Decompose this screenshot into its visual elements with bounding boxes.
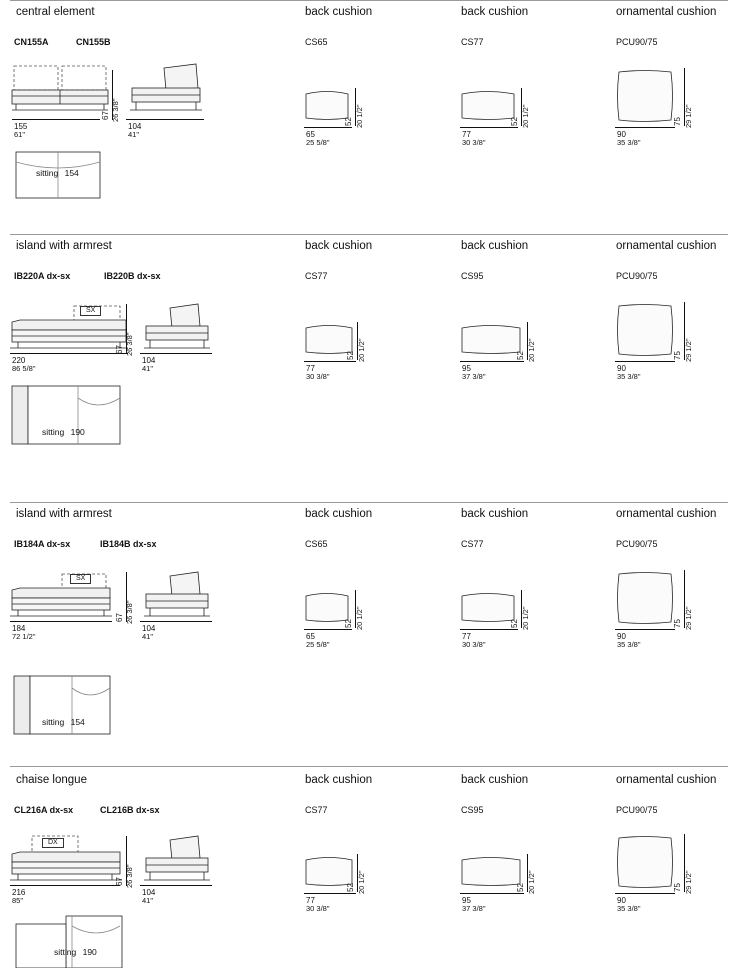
section-title: island with armrest: [16, 508, 112, 520]
front-width-label: 184 72 1/2": [12, 624, 36, 642]
cushion-height-label-3: 75: [673, 117, 682, 126]
section-divider: [10, 766, 728, 767]
cushion-title-3: ornamental cushion: [616, 240, 717, 252]
cushion-width-label-1: 77 30 3/8": [306, 364, 330, 382]
cushion-height-label-2: 52: [510, 619, 519, 628]
section-divider: [10, 0, 728, 1]
front-width-label: 155 61": [14, 122, 28, 140]
sitting-label: sitting 190: [42, 427, 85, 437]
cushion-height-inch-1: 20 1/2": [357, 870, 366, 894]
side-height-label: 67: [101, 111, 110, 120]
side-tag-badge: SX: [70, 574, 91, 584]
side-height-label: 67: [115, 613, 124, 622]
cushion-title-1: back cushion: [305, 240, 373, 252]
cushion-width-label-2: 77 30 3/8": [462, 632, 486, 650]
cushion-width-label-1: 65 25 5/8": [306, 632, 330, 650]
cushion-width-label-3: 90 35 3/8": [617, 130, 641, 148]
sitting-label: sitting 154: [36, 168, 79, 178]
width-dimension-line: [12, 119, 100, 120]
side-height-label-inch: 26 3/8": [125, 332, 134, 356]
cushion-width-line-3: [615, 629, 675, 630]
cushion-height-inch-3: 29 1/2": [684, 606, 693, 630]
side-depth-label: 104 41": [142, 624, 156, 642]
cushion-width-label-3: 90 35 3/8": [617, 632, 641, 650]
side-height-label-inch: 26 3/8": [111, 98, 120, 122]
front-width-label: 216 85": [12, 888, 26, 906]
product-code-b: CN155B: [76, 37, 111, 47]
width-dimension-line: [10, 353, 128, 354]
plan-view-drawing: [14, 914, 124, 968]
cushion-drawing-2: [460, 854, 522, 888]
section-divider: [10, 502, 728, 503]
side-elevation-drawing: [126, 62, 212, 120]
cushion-height-inch-1: 20 1/2": [355, 606, 364, 630]
cushion-title-2: back cushion: [461, 240, 529, 252]
cushion-code-2: CS95: [461, 805, 484, 815]
cushion-code-1: CS77: [305, 271, 328, 281]
cushion-height-label-3: 75: [673, 351, 682, 360]
depth-dimension-line: [140, 885, 212, 886]
cushion-title-3: ornamental cushion: [616, 774, 717, 786]
cushion-drawing-3: [615, 68, 675, 124]
cushion-width-line-2: [460, 127, 518, 128]
cushion-height-inch-2: 20 1/2": [527, 870, 536, 894]
cushion-width-line-1: [304, 361, 356, 362]
product-code-b: IB184B dx-sx: [100, 539, 157, 549]
cushion-drawing-2: [460, 590, 516, 624]
product-code-a: IB220A dx-sx: [14, 271, 71, 281]
cushion-width-label-2: 77 30 3/8": [462, 130, 486, 148]
side-depth-label: 104 41": [142, 356, 156, 374]
cushion-width-line-3: [615, 361, 675, 362]
side-tag-badge: DX: [42, 838, 64, 848]
cushion-drawing-3: [615, 834, 675, 890]
section-title: chaise longue: [16, 774, 87, 786]
cushion-height-label-3: 75: [673, 883, 682, 892]
cushion-width-label-1: 77 30 3/8": [306, 896, 330, 914]
cushion-title-2: back cushion: [461, 6, 529, 18]
cushion-code-3: PCU90/75: [616, 805, 658, 815]
cushion-code-2: CS95: [461, 271, 484, 281]
cushion-height-label-2: 52: [516, 351, 525, 360]
cushion-drawing-2: [460, 322, 522, 356]
product-code-b: CL216B dx-sx: [100, 805, 160, 815]
cushion-width-line-3: [615, 893, 675, 894]
width-dimension-line: [10, 621, 112, 622]
cushion-code-2: CS77: [461, 37, 484, 47]
cushion-code-1: CS65: [305, 539, 328, 549]
cushion-width-label-3: 90 35 3/8": [617, 364, 641, 382]
cushion-drawing-3: [615, 302, 675, 358]
depth-dimension-line: [140, 621, 212, 622]
cushion-width-line-1: [304, 127, 352, 128]
cushion-height-label-3: 75: [673, 619, 682, 628]
cushion-width-line-1: [304, 629, 352, 630]
depth-dimension-line: [140, 353, 212, 354]
section-title: island with armrest: [16, 240, 112, 252]
cushion-height-inch-3: 29 1/2": [684, 870, 693, 894]
cushion-title-1: back cushion: [305, 508, 373, 520]
cushion-height-inch-2: 20 1/2": [521, 606, 530, 630]
side-elevation-drawing: [140, 832, 220, 890]
side-depth-label: 104 41": [128, 122, 142, 140]
cushion-width-line-2: [460, 361, 524, 362]
cushion-title-2: back cushion: [461, 774, 529, 786]
sitting-label: sitting 154: [42, 717, 85, 727]
width-dimension-line: [10, 885, 120, 886]
cushion-width-label-3: 90 35 3/8": [617, 896, 641, 914]
cushion-width-line-2: [460, 629, 518, 630]
cushion-height-label-2: 52: [510, 117, 519, 126]
side-depth-label: 104 41": [142, 888, 156, 906]
cushion-height-inch-2: 20 1/2": [521, 104, 530, 128]
cushion-title-1: back cushion: [305, 6, 373, 18]
cushion-height-label-1: 52: [344, 117, 353, 126]
cushion-title-1: back cushion: [305, 774, 373, 786]
cushion-title-2: back cushion: [461, 508, 529, 520]
cushion-height-label-1: 52: [346, 883, 355, 892]
side-tag-badge: SX: [80, 306, 101, 316]
side-height-label-inch: 26 3/8": [125, 600, 134, 624]
product-code-a: CN155A: [14, 37, 49, 47]
side-elevation-drawing: [140, 568, 220, 626]
cushion-height-label-1: 52: [346, 351, 355, 360]
product-code-a: IB184A dx-sx: [14, 539, 71, 549]
cushion-width-line-2: [460, 893, 524, 894]
cushion-code-1: CS77: [305, 805, 328, 815]
depth-dimension-line: [126, 119, 204, 120]
section-divider: [10, 234, 728, 235]
cushion-width-label-1: 65 25 5/8": [306, 130, 330, 148]
front-elevation-drawing: [8, 568, 118, 626]
cushion-width-label-2: 95 37 3/8": [462, 364, 486, 382]
cushion-height-inch-2: 20 1/2": [527, 338, 536, 362]
product-code-b: IB220B dx-sx: [104, 271, 161, 281]
cushion-height-inch-1: 20 1/2": [357, 338, 366, 362]
cushion-width-label-2: 95 37 3/8": [462, 896, 486, 914]
cushion-height-label-2: 52: [516, 883, 525, 892]
cushion-height-inch-3: 29 1/2": [684, 338, 693, 362]
side-height-label-inch: 26 3/8": [125, 864, 134, 888]
side-height-label: 67: [115, 345, 124, 354]
cushion-width-line-3: [615, 127, 675, 128]
cushion-code-3: PCU90/75: [616, 271, 658, 281]
sitting-label: sitting 190: [54, 947, 97, 957]
cushion-height-inch-1: 20 1/2": [355, 104, 364, 128]
side-elevation-drawing: [140, 300, 220, 358]
cushion-title-3: ornamental cushion: [616, 508, 717, 520]
cushion-height-inch-3: 29 1/2": [684, 104, 693, 128]
cushion-code-3: PCU90/75: [616, 37, 658, 47]
cushion-drawing-2: [460, 88, 516, 122]
side-height-label: 67: [115, 877, 124, 886]
cushion-code-2: CS77: [461, 539, 484, 549]
product-code-a: CL216A dx-sx: [14, 805, 74, 815]
front-width-label: 220 86 5/8": [12, 356, 36, 374]
cushion-code-1: CS65: [305, 37, 328, 47]
cushion-code-3: PCU90/75: [616, 539, 658, 549]
cushion-title-3: ornamental cushion: [616, 6, 717, 18]
cushion-drawing-3: [615, 570, 675, 626]
cushion-width-line-1: [304, 893, 356, 894]
cushion-height-label-1: 52: [344, 619, 353, 628]
front-elevation-drawing: [8, 832, 130, 890]
section-title: central element: [16, 6, 95, 18]
